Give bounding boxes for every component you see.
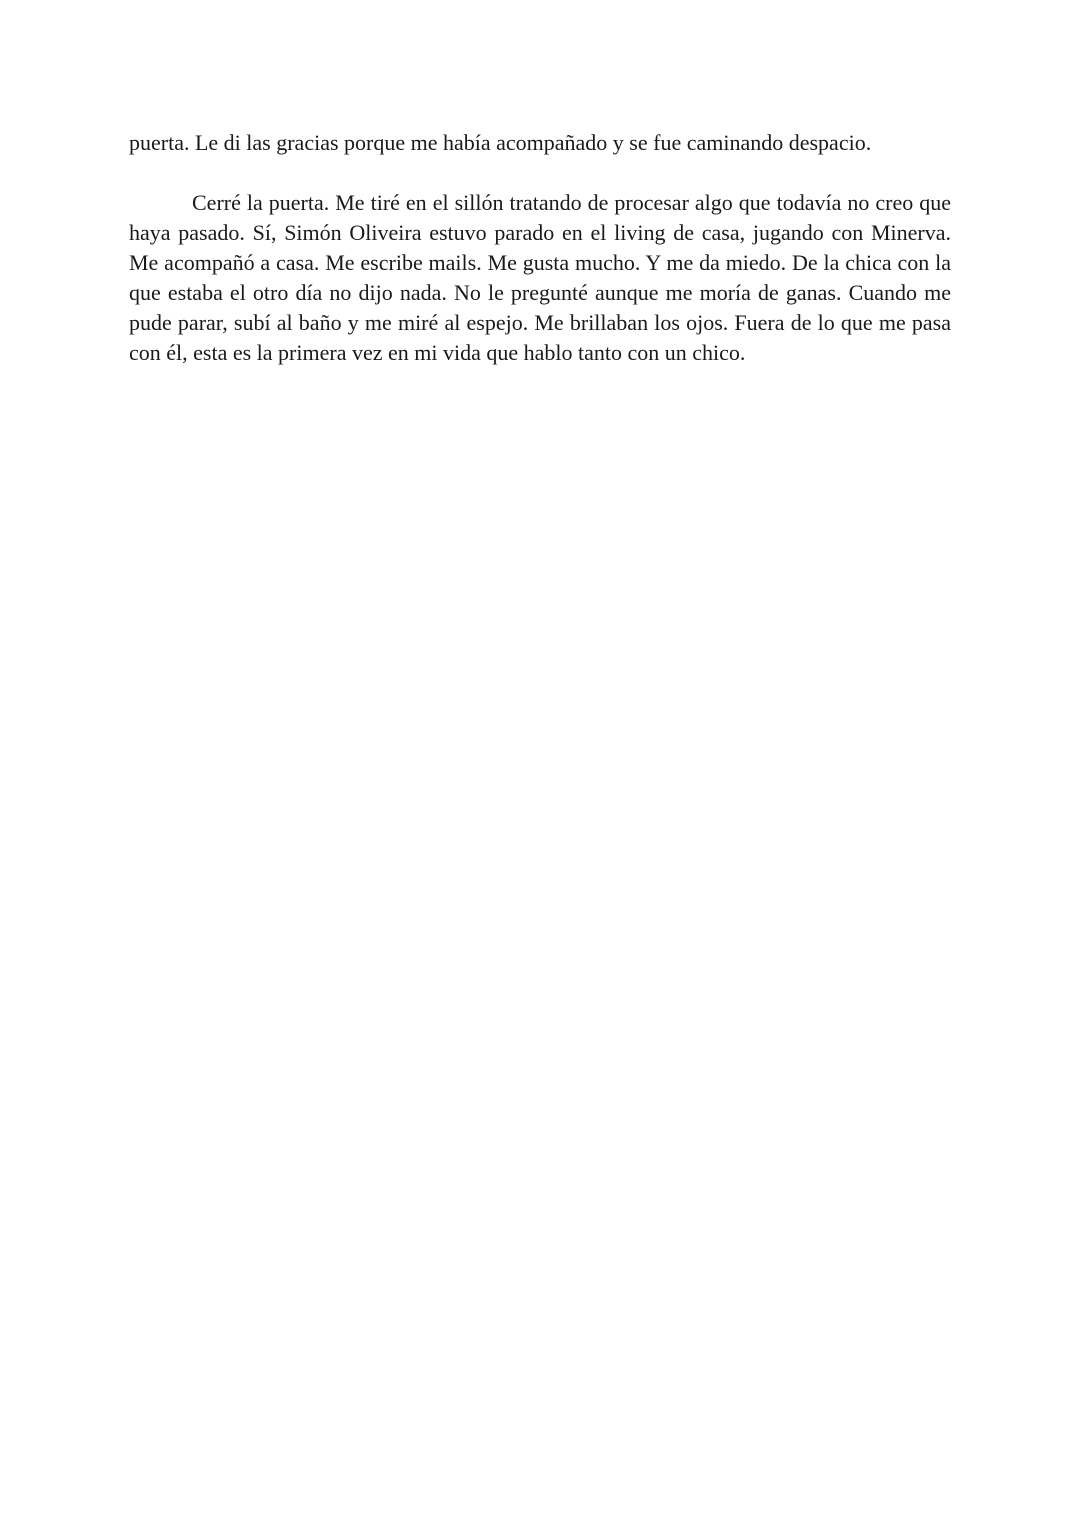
paragraph-continued: puerta. Le di las gracias porque me había acompañado y se fue caminando despacio.: [129, 130, 872, 155]
paragraph: Cerré la puerta. Me tiré en el sillón tratando de procesar algo que todavía no creo que haya pasado. Sí, Simón Oliveira estuvo parado en el living de casa, jugando con Minerva. Me acompañó a casa. Me escribe mails. Me gusta mucho. Y me da miedo. De la chica con la que estaba el otro día no dijo nada. No le pregunté aunque me moría de ganas. Cuando me pude parar, subí al baño y me miré al espejo. Me brillaban los ojos. Fuera de lo que me pasa con él, esta es la primera vez en mi vida que hablo tanto con un chico.: [129, 190, 951, 365]
body-text: [129, 128, 951, 368]
